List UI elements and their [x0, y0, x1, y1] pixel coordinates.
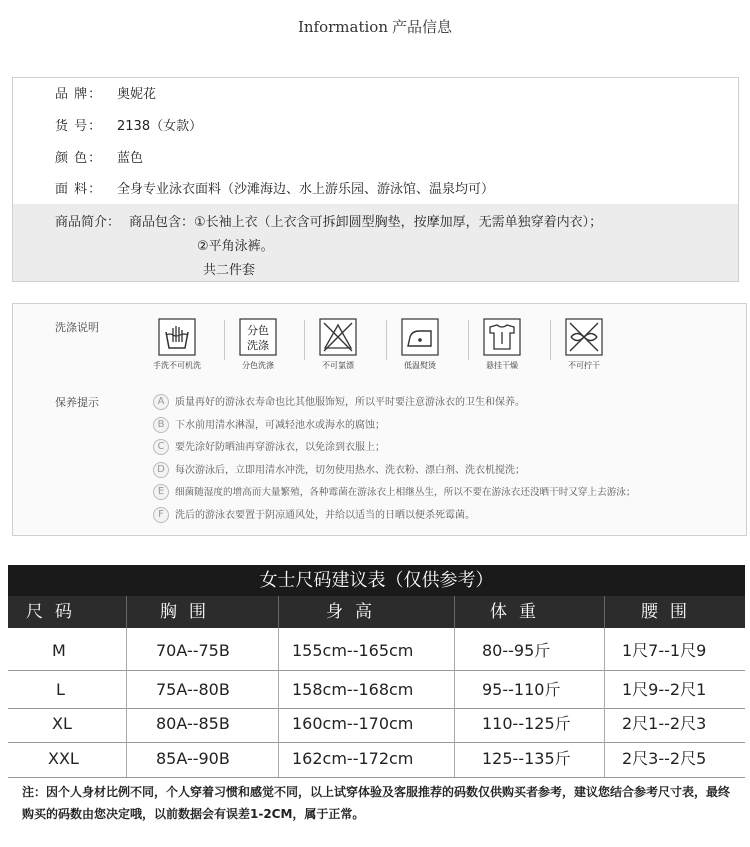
product-info-panel	[12, 77, 739, 282]
height-cell: 155cm--165cm	[292, 641, 414, 660]
tip-letter-d: D	[153, 462, 169, 478]
header-height: 身高	[326, 602, 384, 622]
tip-text: 下水前用清水淋湿，可减轻池水或海水的腐蚀；	[175, 420, 385, 431]
tip-item	[153, 461, 525, 478]
height-cell: 158cm--168cm	[292, 680, 414, 699]
hang-dry-caption: 悬挂干燥	[486, 361, 518, 370]
size-chart-title: 女士尺码建议表（仅供参考）	[8, 565, 745, 596]
bust-cell: 85A--90B	[156, 749, 230, 768]
header-size: 尺码	[26, 602, 84, 622]
size-row-xl	[8, 707, 745, 741]
intro-line-1: 商品包含：①长袖上衣（上衣含可拆卸圆型胸垫，按摩加厚，无需单独穿着内衣）；	[129, 215, 603, 230]
bust-cell: 80A--85B	[156, 714, 230, 733]
header-divider	[604, 596, 605, 628]
intro-line-3: 共二件套	[203, 263, 256, 278]
weight-cell: 95--110斤	[482, 680, 561, 699]
tip-letter-f: F	[153, 507, 169, 523]
row-divider	[8, 777, 745, 778]
tip-text: 细菌随湿度的增高而大量繁殖，各种霉菌在游泳衣上相继丛生，所以不要在游泳衣还没晒干时又穿上去游泳；	[175, 487, 636, 498]
tip-letter-e: E	[153, 484, 169, 500]
weight-cell: 80--95斤	[482, 641, 551, 660]
waist-cell: 2尺3--2尺5	[622, 749, 707, 768]
hang-dry-icon	[466, 318, 538, 371]
bust-cell: 75A--80B	[156, 680, 230, 699]
fabric-value: 全身专业泳衣面料（沙滩海边、水上游乐园、游泳馆、温泉均可）	[117, 182, 495, 197]
height-cell: 160cm--170cm	[292, 714, 414, 733]
tip-letter-c: C	[153, 439, 169, 455]
no-wring-caption: 不可拧干	[568, 361, 600, 370]
intro-line-2: ②平角泳裤。	[197, 239, 274, 254]
care-panel	[12, 303, 747, 536]
size-cell: XL	[52, 714, 72, 733]
tip-item	[153, 416, 385, 433]
tip-item	[153, 506, 475, 523]
hand-wash-caption: 手洗不可机洗	[153, 361, 201, 370]
column-divider	[454, 628, 455, 777]
size-cell: M	[52, 641, 66, 660]
brand-value: 奥妮花	[117, 87, 157, 102]
tip-letter-b: B	[153, 417, 169, 433]
separate-color-caption: 分色洗涤	[242, 361, 274, 370]
tip-text: 要先涂好防晒油再穿游泳衣，以免涂到衣服上；	[175, 442, 385, 453]
bust-cell: 70A--75B	[156, 641, 230, 660]
column-divider	[126, 628, 127, 777]
waist-cell: 1尺7--1尺9	[622, 641, 707, 660]
size-cell: XXL	[48, 749, 79, 768]
header-divider	[278, 596, 279, 628]
tip-item	[153, 484, 636, 500]
hand-wash-icon	[141, 318, 213, 371]
size-row-xxl	[8, 742, 745, 776]
separate-color-text-2: 洗涤	[247, 339, 269, 352]
header-waist: 腰围	[641, 602, 699, 622]
size-note: 注：因个人身材比例不同，个人穿着习惯和感觉不同，以上试穿体验及客服推荐的码数仅供购买者参考，建议您结合参考尺寸表，最终购买的码数由您决定哦，以前数据会有误差1-2CM，属于正常。	[22, 785, 731, 821]
item-no-label: 货 号：	[55, 119, 103, 134]
row-divider	[8, 670, 745, 671]
no-bleach-caption: 不可氯漂	[322, 361, 354, 370]
info-row-intro	[13, 204, 738, 281]
size-row-l	[8, 673, 745, 707]
low-temp-iron-caption: 低温熨烫	[404, 361, 436, 370]
brand-label: 品 牌：	[55, 87, 103, 102]
size-table-header	[8, 596, 745, 628]
header-weight: 体重	[490, 602, 548, 622]
header-divider	[454, 596, 455, 628]
color-value: 蓝色	[117, 151, 144, 166]
maintenance-tips-label: 保养提示	[55, 396, 99, 409]
title-cn: 产品信息	[392, 18, 453, 36]
tip-text: 质量再好的游泳衣寿命也比其他服饰短，所以平时要注意游泳衣的卫生和保养。	[175, 397, 525, 408]
tip-text: 洗后的游泳衣要置于阴凉通风处，并给以适当的日晒以便杀死霉菌。	[175, 510, 475, 521]
low-temp-iron-icon	[384, 318, 456, 371]
weight-cell: 125--135斤	[482, 749, 571, 768]
page-title	[0, 16, 750, 37]
wash-instructions-label: 洗涤说明	[55, 321, 99, 334]
separate-color-icon	[222, 318, 294, 371]
tip-item	[153, 438, 385, 455]
intro-label: 商品简介：	[55, 215, 121, 230]
column-divider	[278, 628, 279, 777]
header-divider	[126, 596, 127, 628]
tip-item	[153, 393, 525, 410]
waist-cell: 2尺1--2尺3	[622, 714, 707, 733]
height-cell: 162cm--172cm	[292, 749, 414, 768]
tip-letter-a: A	[153, 394, 169, 410]
item-no-value: 2138（女款）	[117, 119, 203, 134]
fabric-label: 面 料：	[55, 182, 103, 197]
no-bleach-icon	[302, 318, 374, 371]
column-divider	[604, 628, 605, 777]
title-en: Information	[297, 18, 388, 36]
separate-color-text-1: 分色	[247, 324, 269, 337]
color-label: 颜 色：	[55, 151, 103, 166]
header-bust: 胸围	[160, 602, 218, 622]
waist-cell: 1尺9--2尺1	[622, 680, 707, 699]
no-wring-icon	[548, 318, 620, 371]
size-cell: L	[56, 680, 65, 699]
weight-cell: 110--125斤	[482, 714, 571, 733]
size-row-m	[8, 634, 745, 668]
tip-text: 每次游泳后，立即用清水冲洗，切勿使用热水、洗衣粉、漂白剂、洗衣机搅洗；	[175, 465, 525, 476]
